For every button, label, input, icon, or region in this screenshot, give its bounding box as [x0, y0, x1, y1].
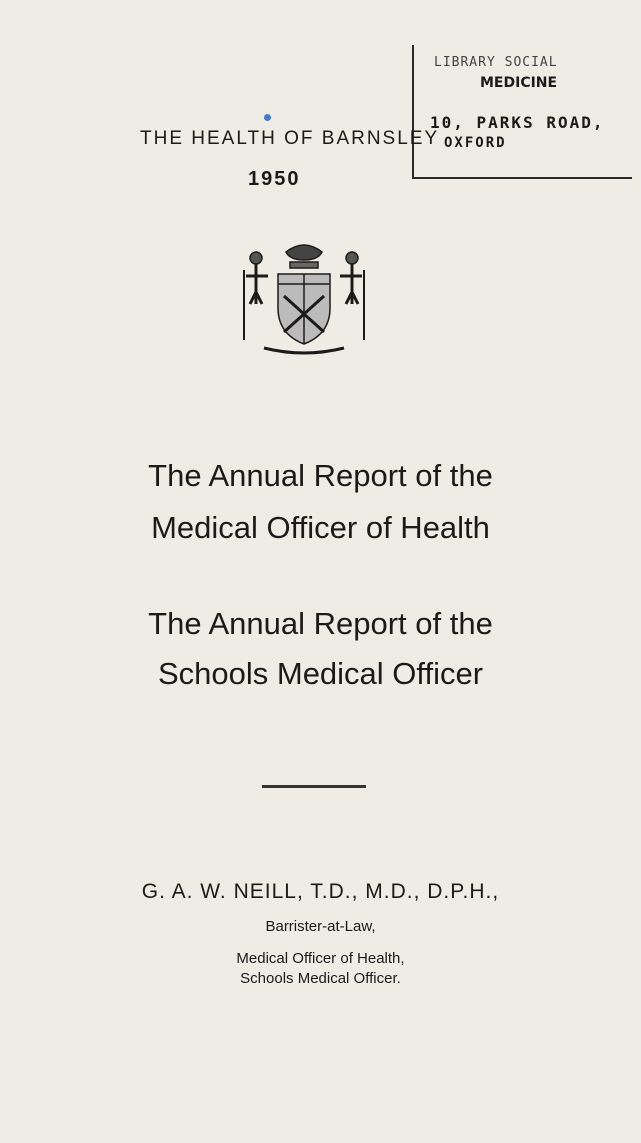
ink-dot [264, 114, 271, 121]
coat-of-arms-icon [234, 240, 374, 360]
cover-title: THE HEALTH OF BARNSLEY [140, 128, 440, 149]
author-qualification: Barrister-at-Law, [265, 918, 376, 935]
report-heading-1a: The Annual Report of the [148, 458, 493, 493]
report-heading-2a: The Annual Report of the [148, 606, 493, 641]
stamp-line-library: LIBRARY SOCIAL [434, 55, 558, 70]
show-through-text [40, 60, 47, 92]
author-name: G. A. W. NEILL, T.D., M.D., D.P.H., [141, 880, 500, 903]
author-role-smo: Schools Medical Officer. [240, 970, 401, 987]
report-heading-1b: Medical Officer of Health [151, 510, 490, 545]
stamp-line-city: OXFORD [444, 135, 507, 151]
divider-rule [262, 785, 366, 788]
stamp-line-address: 10, PARKS ROAD, [430, 113, 605, 132]
report-heading-2b: Schools Medical Officer [157, 656, 484, 691]
author-role-moh: Medical Officer of Health, [236, 950, 405, 967]
stamp-line-medicine: MEDICINE [480, 75, 558, 91]
cover-year: 1950 [248, 168, 301, 190]
library-stamp [412, 45, 632, 179]
